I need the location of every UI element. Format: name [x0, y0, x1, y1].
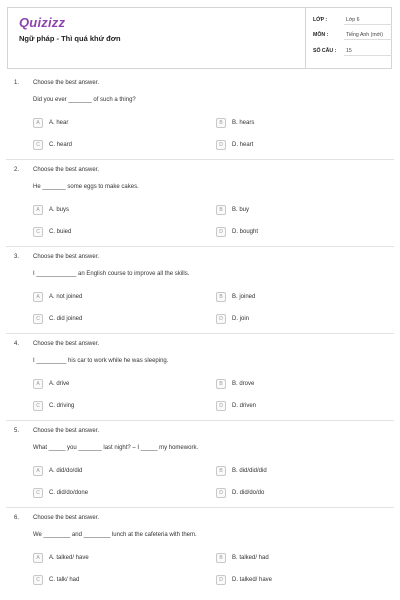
option-text: C. driving	[49, 402, 75, 409]
option-key-box[interactable]: D	[216, 314, 226, 324]
question-number: 2.	[14, 167, 20, 173]
option-text: B. talked/ had	[232, 554, 269, 561]
option-text: C. talk/ had	[49, 576, 80, 583]
question-block	[0, 515, 400, 600]
meta-underline	[344, 55, 392, 56]
option-key-box[interactable]: D	[216, 575, 226, 585]
option-text: B. drove	[232, 380, 255, 387]
option-text: C. did/do/done	[49, 489, 89, 496]
option-text: A. did/do/did	[49, 467, 83, 474]
question-text: Did you ever _______ of such a thing?	[33, 97, 136, 103]
worksheet-title: Ngữ pháp - Thì quá khứ đơn	[19, 34, 121, 43]
option-key-box[interactable]: C	[33, 488, 43, 498]
option-text: D. talked/ have	[232, 576, 273, 583]
question-text: I ____________ an English course to improve all the skills.	[33, 271, 190, 277]
worksheet-header	[7, 7, 392, 69]
meta-label: MÔN :	[313, 32, 329, 38]
option-text: A. drive	[49, 380, 70, 387]
option-key-box[interactable]: C	[33, 575, 43, 585]
question-text: I _________ his car to work while he was sleeping.	[33, 358, 169, 364]
question-block	[0, 80, 400, 168]
option-key-box[interactable]: A	[33, 379, 43, 389]
question-number: 4.	[14, 341, 20, 347]
meta-value: Lớp 6	[346, 17, 360, 23]
option-text: D. did/do/do	[232, 489, 265, 496]
option-text: A. talked/ have	[49, 554, 89, 561]
option-key-box[interactable]: D	[216, 140, 226, 150]
option-key-box[interactable]: C	[33, 401, 43, 411]
option-text: B. buy	[232, 206, 250, 213]
option-text: C. heard	[49, 141, 73, 148]
option-key-box[interactable]: B	[216, 466, 226, 476]
question-text: What _____ you _______ last night? – I _____ my homework.	[33, 445, 199, 451]
option-text: C. did joined	[49, 315, 83, 322]
option-text: D. bought	[232, 228, 259, 235]
question-divider	[6, 333, 394, 334]
option-key-box[interactable]: B	[216, 553, 226, 563]
option-text: C. buied	[49, 228, 72, 235]
option-key-box[interactable]: A	[33, 292, 43, 302]
question-prompt: Choose the best answer.	[33, 428, 100, 434]
option-text: B. did/did/did	[232, 467, 267, 474]
option-key-box[interactable]: B	[216, 379, 226, 389]
question-divider	[6, 420, 394, 421]
header-divider	[305, 8, 306, 68]
option-key-box[interactable]: D	[216, 488, 226, 498]
option-key-box[interactable]: C	[33, 314, 43, 324]
question-divider	[6, 159, 394, 160]
question-prompt: Choose the best answer.	[33, 341, 100, 347]
question-text: He _______ some eggs to make cakes.	[33, 184, 139, 190]
option-key-box[interactable]: A	[33, 205, 43, 215]
meta-value: 15	[346, 48, 352, 54]
question-block	[0, 341, 400, 429]
question-divider	[6, 507, 394, 508]
question-block	[0, 167, 400, 255]
option-key-box[interactable]: A	[33, 118, 43, 128]
question-block	[0, 254, 400, 342]
option-key-box[interactable]: B	[216, 205, 226, 215]
question-prompt: Choose the best answer.	[33, 80, 100, 86]
option-text: B. joined	[232, 293, 256, 300]
question-text: We ________ and ________ lunch at the cafeteria with them.	[33, 532, 197, 538]
option-key-box[interactable]: C	[33, 227, 43, 237]
question-number: 5.	[14, 428, 20, 434]
option-text: A. hear	[49, 119, 69, 126]
meta-value: Tiếng Anh (mới)	[346, 32, 383, 38]
option-text: D. join	[232, 315, 250, 322]
question-prompt: Choose the best answer.	[33, 254, 100, 260]
question-number: 6.	[14, 515, 20, 521]
question-number: 3.	[14, 254, 20, 260]
option-key-box[interactable]: D	[216, 227, 226, 237]
meta-underline	[344, 24, 392, 25]
option-key-box[interactable]: B	[216, 118, 226, 128]
option-text: D. heart	[232, 141, 254, 148]
question-number: 1.	[14, 80, 20, 86]
option-text: A. not joined	[49, 293, 83, 300]
meta-underline	[344, 39, 392, 40]
question-prompt: Choose the best answer.	[33, 515, 100, 521]
meta-label: SỐ CÂU :	[313, 48, 337, 54]
question-prompt: Choose the best answer.	[33, 167, 100, 173]
meta-label: LỚP :	[313, 17, 328, 23]
option-key-box[interactable]: A	[33, 466, 43, 476]
option-text: A. buys	[49, 206, 70, 213]
question-block	[0, 428, 400, 516]
option-key-box[interactable]: D	[216, 401, 226, 411]
option-text: B. hears	[232, 119, 255, 126]
quizizz-logo: Quizizz	[19, 15, 66, 30]
option-text: D. driven	[232, 402, 257, 409]
option-key-box[interactable]: C	[33, 140, 43, 150]
question-divider	[6, 246, 394, 247]
option-key-box[interactable]: B	[216, 292, 226, 302]
option-key-box[interactable]: A	[33, 553, 43, 563]
